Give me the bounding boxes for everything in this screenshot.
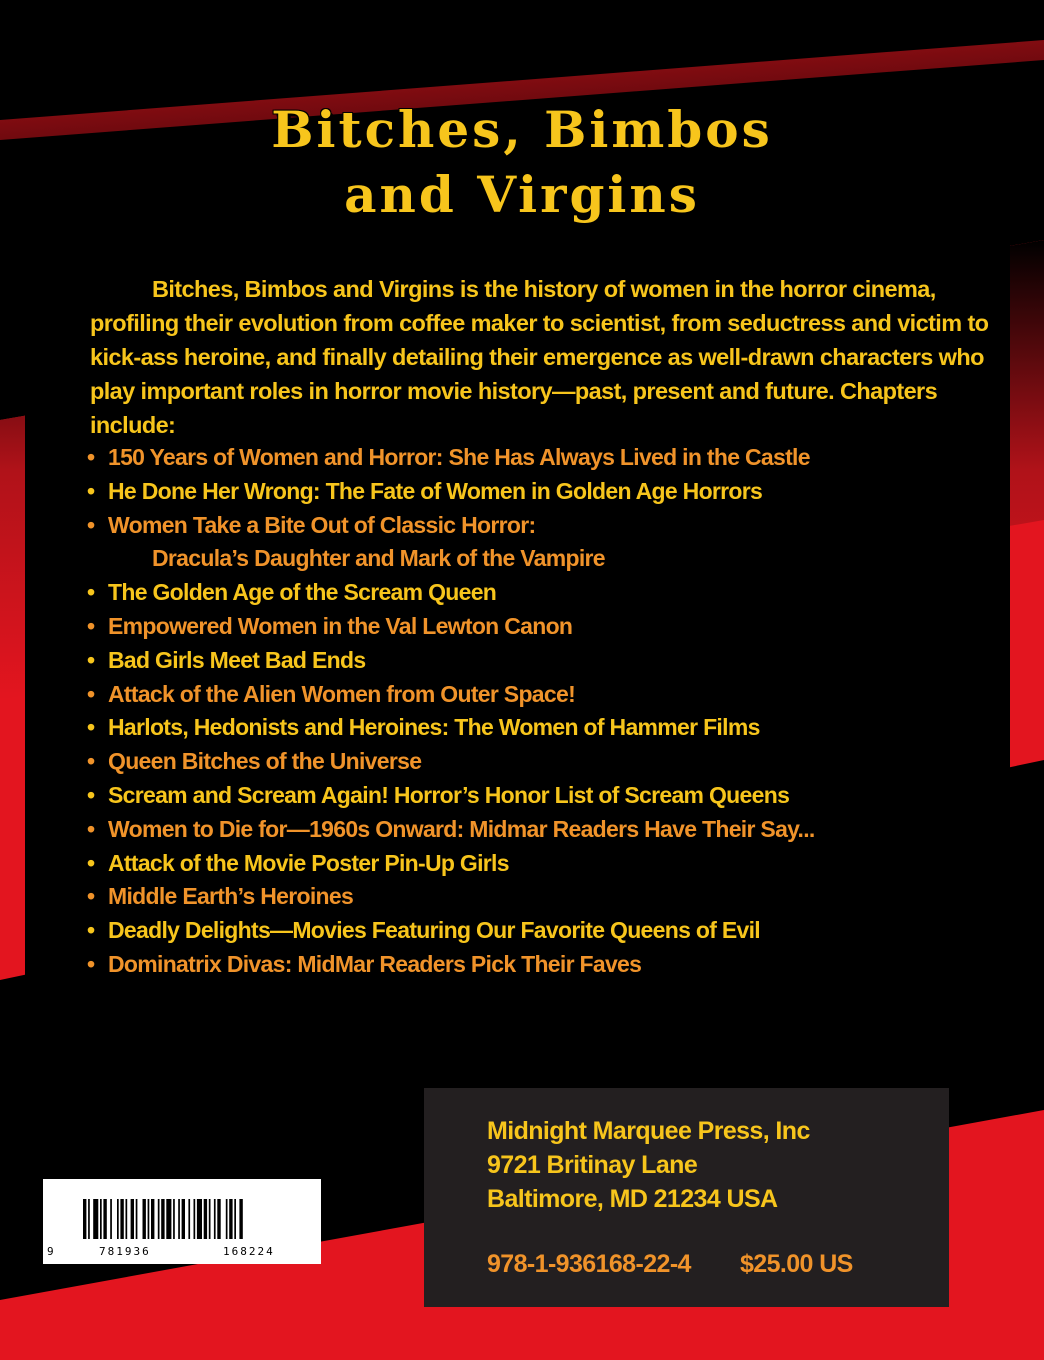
barcode-bar bbox=[173, 1199, 175, 1239]
chapter-title: Scream and Scream Again! Horror’s Honor List of Scream Queens bbox=[108, 781, 790, 808]
barcode-bar bbox=[131, 1199, 134, 1239]
chapter-item bbox=[87, 880, 815, 914]
chapter-item bbox=[87, 745, 815, 779]
chapter-item bbox=[87, 914, 815, 948]
barcode-bar bbox=[197, 1199, 202, 1239]
barcode-bar bbox=[88, 1199, 90, 1239]
bullet-icon: • bbox=[87, 815, 95, 842]
bullet-icon: • bbox=[87, 781, 95, 808]
barcode-bar bbox=[126, 1199, 128, 1239]
publisher-street: 9721 Britinay Lane bbox=[487, 1151, 698, 1179]
barcode-bar bbox=[214, 1199, 216, 1239]
barcode-bar bbox=[229, 1199, 232, 1239]
barcode-bar bbox=[226, 1199, 228, 1239]
barcode-digits-right: 168224 bbox=[223, 1245, 275, 1258]
barcode-bar bbox=[188, 1199, 190, 1239]
bullet-icon: • bbox=[87, 748, 95, 775]
bullet-icon: • bbox=[87, 714, 95, 741]
chapter-title: The Golden Age of the Scream Queen bbox=[108, 579, 497, 606]
barcode-bar bbox=[117, 1199, 119, 1239]
barcode-bar bbox=[166, 1199, 171, 1239]
barcode bbox=[43, 1179, 321, 1264]
barcode-digit-first: 9 bbox=[47, 1245, 54, 1258]
chapter-title: He Done Her Wrong: The Fate of Women in Golden Age Horrors bbox=[108, 477, 763, 504]
chapter-title: Middle Earth’s Heroines bbox=[108, 883, 354, 910]
barcode-bar bbox=[182, 1199, 185, 1239]
barcode-bar bbox=[136, 1199, 138, 1239]
chapter-title: Women to Die for—1960s Onward: Midmar Readers Have Their Say... bbox=[108, 815, 815, 842]
barcode-digits-left: 781936 bbox=[99, 1245, 151, 1258]
chapter-item bbox=[87, 678, 815, 712]
bullet-icon: • bbox=[87, 444, 95, 470]
chapter-item bbox=[87, 576, 815, 610]
barcode-bar bbox=[143, 1199, 146, 1239]
book-title-line-2: and Virgins bbox=[344, 165, 700, 224]
chapter-title: Deadly Delights—Movies Featuring Our Favorite Queens of Evil bbox=[108, 917, 760, 944]
chapter-subtitle: Dracula’s Daughter and Mark of the Vampire bbox=[152, 545, 605, 572]
isbn: 978-1-936168-22-4 bbox=[487, 1250, 691, 1278]
bullet-icon: • bbox=[87, 680, 95, 707]
barcode-bar bbox=[204, 1199, 207, 1239]
chapter-item bbox=[87, 441, 815, 475]
barcode-bar bbox=[158, 1199, 160, 1239]
chapter-title: Bad Girls Meet Bad Ends bbox=[108, 646, 366, 673]
publisher-city: Baltimore, MD 21234 USA bbox=[487, 1185, 778, 1213]
bullet-icon: • bbox=[87, 579, 95, 606]
barcode-bar bbox=[209, 1199, 211, 1239]
barcode-bar bbox=[83, 1199, 86, 1239]
bullet-icon: • bbox=[87, 646, 95, 673]
bullet-icon: • bbox=[87, 612, 95, 639]
book-description bbox=[90, 272, 1015, 442]
price: $25.00 US bbox=[740, 1250, 853, 1278]
barcode-bar bbox=[194, 1199, 196, 1239]
barcode-bar bbox=[148, 1199, 150, 1239]
chapter-item bbox=[87, 711, 815, 745]
barcode-bar bbox=[234, 1199, 236, 1239]
barcode-bar bbox=[110, 1199, 112, 1239]
bullet-icon: • bbox=[87, 849, 95, 876]
chapter-title: Queen Bitches of the Universe bbox=[108, 748, 422, 775]
chapter-title: 150 Years of Women and Horror: She Has Always Lived in the Castle bbox=[108, 444, 810, 470]
chapter-item bbox=[87, 610, 815, 644]
chapter-title: Women Take a Bite Out of Classic Horror: bbox=[108, 511, 536, 538]
chapter-item bbox=[87, 779, 815, 813]
barcode-bar bbox=[103, 1199, 106, 1239]
bullet-icon: • bbox=[87, 917, 95, 944]
barcode-bar bbox=[161, 1199, 164, 1239]
chapter-item bbox=[87, 847, 815, 881]
bullet-icon: • bbox=[87, 950, 95, 977]
chapter-title: Empowered Women in the Val Lewton Canon bbox=[108, 612, 573, 639]
barcode-digits bbox=[43, 1237, 321, 1259]
chapter-item bbox=[87, 644, 815, 678]
chapter-title: Dominatrix Divas: MidMar Readers Pick Their Faves bbox=[108, 950, 642, 977]
chapter-item bbox=[87, 948, 815, 982]
barcode-bar bbox=[120, 1199, 123, 1239]
chapter-title: Harlots, Hedonists and Heroines: The Women of Hammer Films bbox=[108, 714, 760, 741]
barcode-bar bbox=[178, 1199, 180, 1239]
bullet-icon: • bbox=[87, 511, 95, 538]
chapter-title: Attack of the Alien Women from Outer Space! bbox=[108, 680, 576, 707]
bullet-icon: • bbox=[87, 477, 95, 504]
chapter-list bbox=[87, 441, 815, 982]
description-text: Bitches, Bimbos and Virgins is the history of women in the horror cinema, profiling their evolution from coffee maker to scientist, from seductress and victim to kick-ass heroine, and finally detailing their emergence as well-drawn characters who play important roles in horror movie history—past, present and future. Chapters include: bbox=[90, 276, 989, 438]
bullet-icon: • bbox=[87, 883, 95, 910]
barcode-bar bbox=[239, 1199, 242, 1239]
chapter-item bbox=[87, 509, 815, 577]
chapter-item bbox=[87, 475, 815, 509]
book-title-line-1: Bitches, Bimbos bbox=[271, 100, 773, 159]
chapter-title: Attack of the Movie Poster Pin-Up Girls bbox=[108, 849, 509, 876]
barcode-bar bbox=[100, 1199, 102, 1239]
chapter-item bbox=[87, 813, 815, 847]
publisher-name: Midnight Marquee Press, Inc bbox=[487, 1117, 810, 1145]
barcode-bar bbox=[151, 1199, 154, 1239]
barcode-bar bbox=[217, 1199, 220, 1239]
barcode-bar bbox=[93, 1199, 98, 1239]
